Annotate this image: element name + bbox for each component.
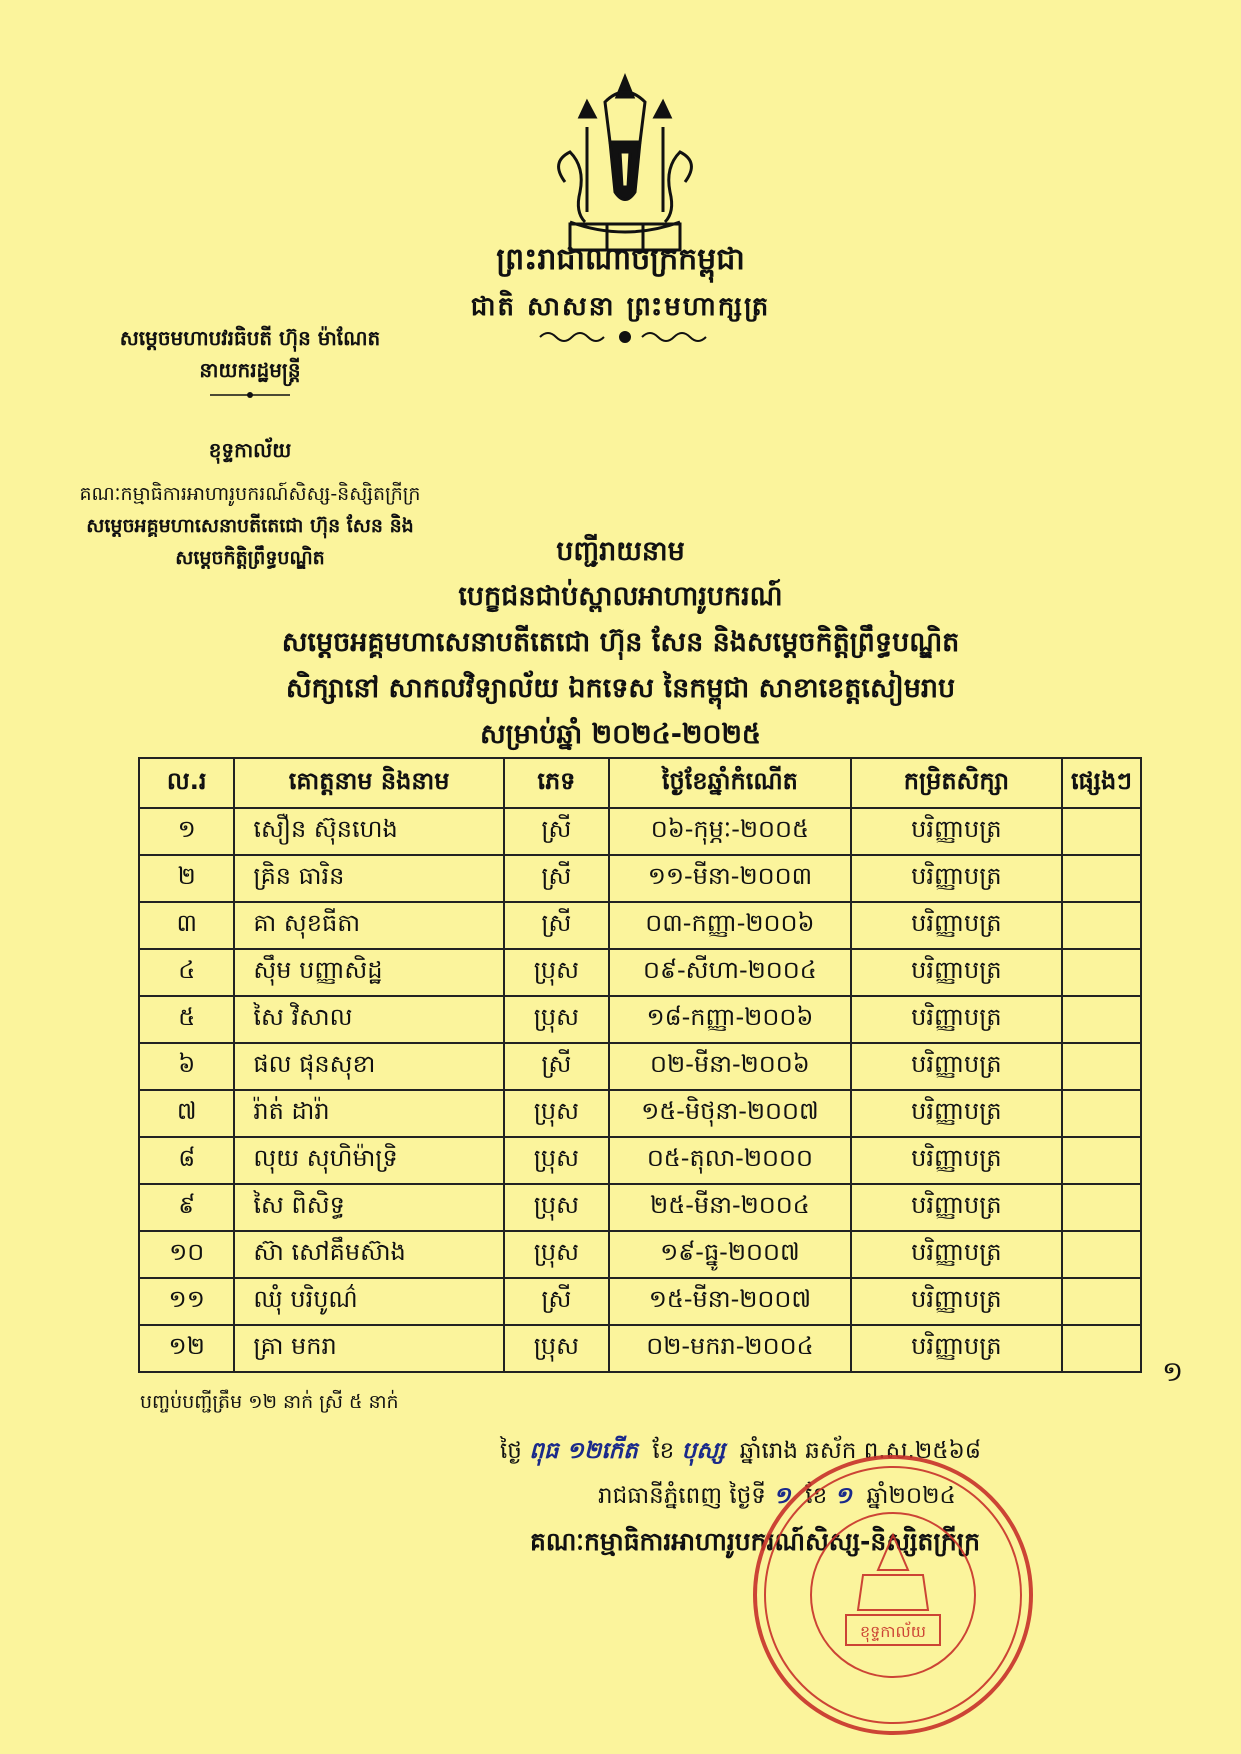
committee-name: គណៈកម្មាធិការអាហារូបករណ៍សិស្ស-និស្សិតក្រីក្រ [79,483,421,505]
candidate-table [138,757,1142,1373]
lunar-year: ឆ្នាំរោង ឆស័ក ព.ស.២៥៦៨ [739,1438,982,1464]
cell-dob: ១៥-មីនា-២០០៧ [609,1278,851,1325]
divider-ornament-icon [210,390,290,400]
lunar-day: ពុធ ១២កើត [529,1438,638,1464]
cell-dob: ០២-មករា-២០០៤ [609,1325,851,1372]
lunar-month: បុស្ស [681,1438,725,1464]
cell-sex: ប្រុស [504,1184,609,1231]
cell-name: ស៊ា សៅគឹមស៊ាង [234,1231,503,1278]
cell-sex: ប្រុស [504,1231,609,1278]
table-row [139,808,1141,855]
table-row [139,1278,1141,1325]
national-motto: ជាតិ សាសនា ព្រះមហាក្សត្រ [470,292,771,322]
cell-name: លុយ សុហិម៉ាទ្រិ [234,1137,503,1184]
cell-level: បរិញ្ញាបត្រ [851,949,1062,996]
cell-other [1062,855,1141,902]
table-body [139,808,1141,1372]
table-row [139,1184,1141,1231]
cell-sex: ស្រី [504,1278,609,1325]
document-title: បញ្ជីរាយនាម [556,536,685,567]
cell-level: បរិញ្ញាបត្រ [851,1043,1062,1090]
cell-level: បរិញ្ញាបត្រ [851,902,1062,949]
cell-sex: ប្រុស [504,996,609,1043]
table-row [139,1043,1141,1090]
cell-name: ផល ផុនសុខា [234,1043,503,1090]
cell-sex: ស្រី [504,808,609,855]
cell-other [1062,1231,1141,1278]
cell-name: គ្រិន ធារិន [234,855,503,902]
cabinet-label: ខុទ្ទកាល័យ [208,438,292,462]
cell-dob: ២៥-មីនា-២០០៤ [609,1184,851,1231]
cell-no: ១ [139,808,234,855]
cell-no: ៦ [139,1043,234,1090]
table-row [139,1325,1141,1372]
committee-patron-2: សម្តេចកិត្តិព្រឹទ្ធបណ្ឌិត [175,547,325,569]
cell-other [1062,808,1141,855]
cell-dob: ១៩-ធ្នូ-២០០៧ [609,1231,851,1278]
committee-patron-1: សម្តេចអគ្គមហាសេនាបតីតេជោ ហ៊ុន សែន និង [86,515,414,537]
cell-dob: ១៨-កញ្ញា-២០០៦ [609,996,851,1043]
cell-dob: ០៥-តុលា-២០០០ [609,1137,851,1184]
cell-sex: ស្រី [504,855,609,902]
cell-dob: ០៩-សីហា-២០០៤ [609,949,851,996]
cell-name: សៃ ពិសិទ្ធ [234,1184,503,1231]
col-header-dob: ថ្ងៃខែឆ្នាំកំណើត [609,758,851,808]
cell-level: បរិញ្ញាបត្រ [851,1325,1062,1372]
cell-sex: ប្រុស [504,1325,609,1372]
cell-other [1062,1325,1141,1372]
cell-other [1062,1090,1141,1137]
cell-other [1062,949,1141,996]
cell-no: ៣ [139,902,234,949]
table-row [139,996,1141,1043]
cell-level: បរិញ្ញាបត្រ [851,1231,1062,1278]
cell-sex: ស្រី [504,902,609,949]
col-header-sex: ភេទ [504,758,609,808]
cell-no: ៨ [139,1137,234,1184]
cell-level: បរិញ្ញាបត្រ [851,808,1062,855]
cell-dob: ១១-មីនា-២០០៣ [609,855,851,902]
cell-no: ៩ [139,1184,234,1231]
table-row [139,949,1141,996]
summary-note: បញ្ចប់បញ្ជីត្រឹម ១២ នាក់ ស្រី ៥ នាក់ [140,1391,399,1413]
cell-dob: ១៥-មិថុនា-២០០៧ [609,1090,851,1137]
document-subtitle: បេក្ខជនជាប់ស្ពាលអាហារូបករណ៍ [458,581,783,612]
royal-emblem-icon [525,72,725,262]
col-header-no: ល.រ [139,758,234,808]
cell-other [1062,1278,1141,1325]
table-row [139,1090,1141,1137]
cell-name: សៃ វិសាល [234,996,503,1043]
ornament-divider-icon [535,330,715,344]
page-mark: ១ [1162,1355,1184,1388]
cell-level: បរិញ្ញាបត្រ [851,1137,1062,1184]
solar-prefix: រាជធានីភ្នំពេញ ថ្ងៃទី [598,1483,766,1509]
table-header-row [139,758,1141,808]
cell-level: បរិញ្ញាបត្រ [851,1278,1062,1325]
university-line: សិក្សានៅ សាកលវិទ្យាល័យ ឯកទេស នៃកម្ពុជា សាខាខេត្តសៀមរាប [285,673,956,704]
solar-month-label: ខែ [805,1483,828,1509]
cell-sex: ប្រុស [504,949,609,996]
cell-dob: ០៦-កុម្ភៈ-២០០៥ [609,808,851,855]
scholarship-name: សម្តេចអគ្គមហាសេនាបតីតេជោ ហ៊ុន សែន និងសម្តេចកិត្តិព្រឹទ្ធបណ្ឌិត [281,627,960,658]
cell-other [1062,1137,1141,1184]
table-row [139,855,1141,902]
issuer-name: សម្តេចមហាបវរធិបតី ហ៊ុន ម៉ាណែត [119,326,381,350]
cell-no: ៧ [139,1090,234,1137]
col-header-name: គោត្តនាម និងនាម [234,758,503,808]
col-header-other: ផ្សេងៗ [1062,758,1141,808]
table-row [139,902,1141,949]
cell-name: គ្រា មករា [234,1325,503,1372]
cell-other [1062,1184,1141,1231]
cell-name: រ៉ាត់ ដារ៉ា [234,1090,503,1137]
table-row [139,1231,1141,1278]
cell-level: បរិញ្ញាបត្រ [851,1184,1062,1231]
solar-month: ១ [834,1483,852,1509]
cell-name: ស៊ឹម បញ្ញាសិដ្ឋ [234,949,503,996]
official-seal-stamp-icon [748,1450,1038,1740]
cell-dob: ០២-មីនា-២០០៦ [609,1043,851,1090]
kingdom-heading: ព្រះរាជាណាចក្រកម្ពុជា [496,242,745,277]
table-row [139,1137,1141,1184]
cell-name: គា សុខធីតា [234,902,503,949]
cell-no: ៤ [139,949,234,996]
issuer-block [40,322,460,423]
cell-other [1062,902,1141,949]
lunar-month-label: ខែ [652,1438,675,1464]
signatory-committee: គណៈកម្មាធិការអាហារូបករណ៍សិស្ស-និស្សិតក្រីក្រ [530,1527,981,1556]
cell-sex: ប្រុស [504,1137,609,1184]
cell-no: ៥ [139,996,234,1043]
cell-other [1062,1043,1141,1090]
solar-day: ១ [773,1483,791,1509]
cell-level: បរិញ្ញាបត្រ [851,996,1062,1043]
seal-label: ខុទ្ទកាល័យ [859,1622,927,1641]
academic-year: សម្រាប់ឆ្នាំ ២០២៤-២០២៥ [479,719,762,750]
cell-sex: ប្រុស [504,1090,609,1137]
cell-no: ២ [139,855,234,902]
cell-sex: ស្រី [504,1043,609,1090]
cell-name: សឿន ស៊ុនហេង [234,808,503,855]
cell-name: ឈុំ បរិបូណ៌ [234,1278,503,1325]
solar-year: ឆ្នាំ២០២៤ [866,1483,956,1509]
col-header-level: កម្រិតសិក្សា [851,758,1062,808]
cell-no: ១០ [139,1231,234,1278]
cell-other [1062,996,1141,1043]
cell-level: បរិញ្ញាបត្រ [851,1090,1062,1137]
cell-no: ១២ [139,1325,234,1372]
issuer-title: នាយករដ្ឋមន្ត្រី [199,358,301,382]
cell-level: បរិញ្ញាបត្រ [851,855,1062,902]
cell-dob: ០៣-កញ្ញា-២០០៦ [609,902,851,949]
cell-no: ១១ [139,1278,234,1325]
lunar-prefix: ថ្ងៃ [500,1438,522,1464]
